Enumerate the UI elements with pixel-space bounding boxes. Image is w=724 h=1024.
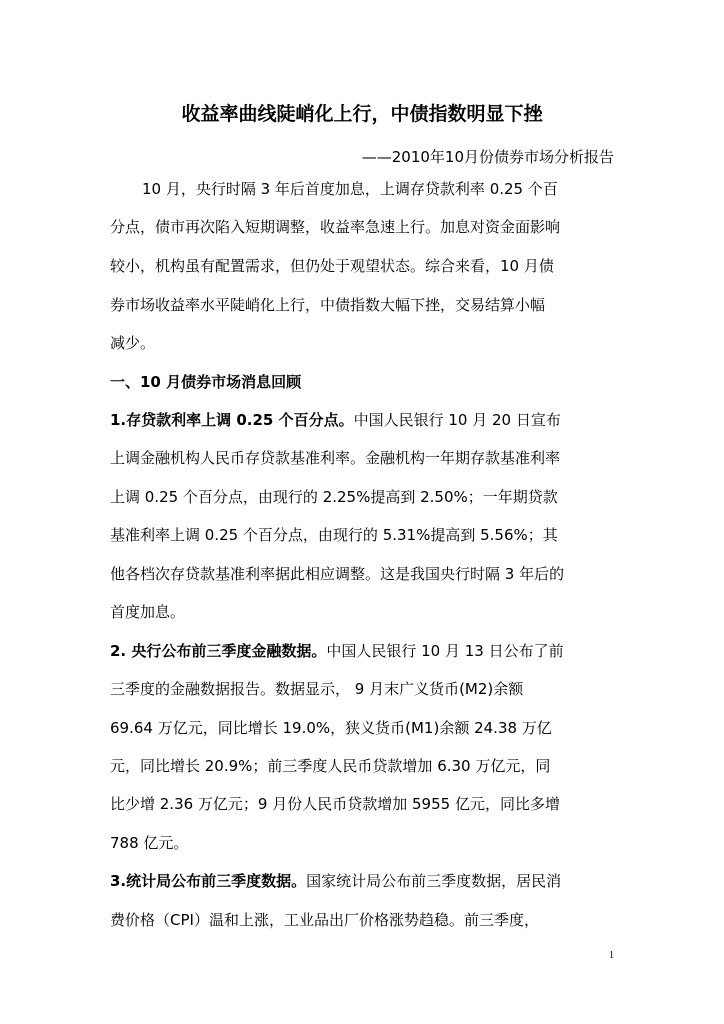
page-number: 1 (609, 950, 614, 961)
item2-lead: 2. 央行公布前三季度金融数据。 (110, 642, 327, 660)
item2-line-5: 比少增 2.36 万亿元；9 月份人民币贷款增加 5955 亿元，同比多增 (110, 795, 560, 813)
item2-line-3: 69.64 万亿元，同比增长 19.0%，狭义货币(M1)余额 24.38 万亿 (110, 719, 552, 737)
intro-line-3: 较小，机构虽有配置需求，但仍处于观望状态。综合来看，10 月债 (110, 257, 554, 275)
intro-line-4: 券市场收益率水平陡峭化上行，中债指数大幅下挫，交易结算小幅 (110, 296, 546, 314)
item2-first-line (110, 640, 616, 662)
item3-lead: 3.统计局公布前三季度数据。 (110, 872, 307, 890)
intro-line-1: 10 月，央行时隔 3 年后首度加息，上调存贷款利率 0.25 个百 (142, 180, 558, 198)
intro-line-2: 分点，债市再次陷入短期调整，收益率急速上行。加息对资金面影响 (110, 218, 561, 236)
section-heading: 一、10 月债券市场消息回顾 (110, 373, 302, 391)
item3-first-line-rest: 国家统计局公布前三季度数据，居民消 (306, 872, 562, 890)
document-title: 收益率曲线陡峭化上行，中债指数明显下挫 (181, 103, 543, 125)
intro-line-5: 减少。 (110, 334, 156, 352)
item1-line-6: 首度加息。 (110, 603, 186, 621)
item2-line-6: 788 亿元。 (110, 834, 189, 852)
item1-first-line (110, 409, 616, 431)
item2-line-2: 三季度的金融数据报告。数据显示， 9 月末广义货币(M2)余额 (110, 680, 524, 698)
item1-first-line-rest: 中国人民银行 10 月 20 日宣布 (353, 411, 561, 429)
document-subtitle: ——2010年10月份债券市场分析报告 (361, 148, 614, 166)
item1-line-3: 上调 0.25 个百分点，由现行的 2.25%提高到 2.50%；一年期贷款 (110, 488, 558, 506)
item1-line-5: 他各档次存贷款基准利率据此相应调整。这是我国央行时隔 3 年后的 (110, 565, 565, 583)
item3-line-2: 费价格（CPI）温和上涨，工业品出厂价格涨势趋稳。前三季度， (110, 911, 539, 929)
item2-line-4: 元，同比增长 20.9%；前三季度人民币贷款增加 6.30 万亿元，同 (110, 757, 551, 775)
item2-first-line-rest: 中国人民银行 10 月 13 日公布了前 (326, 642, 564, 660)
item1-lead: 1.存贷款利率上调 0.25 个百分点。 (110, 411, 354, 429)
item1-line-2: 上调金融机构人民币存贷款基准利率。金融机构一年期存款基准利率 (110, 449, 561, 467)
item3-first-line (110, 870, 616, 892)
item1-line-4: 基准利率上调 0.25 个百分点，由现行的 5.31%提高到 5.56%；其 (110, 526, 558, 544)
